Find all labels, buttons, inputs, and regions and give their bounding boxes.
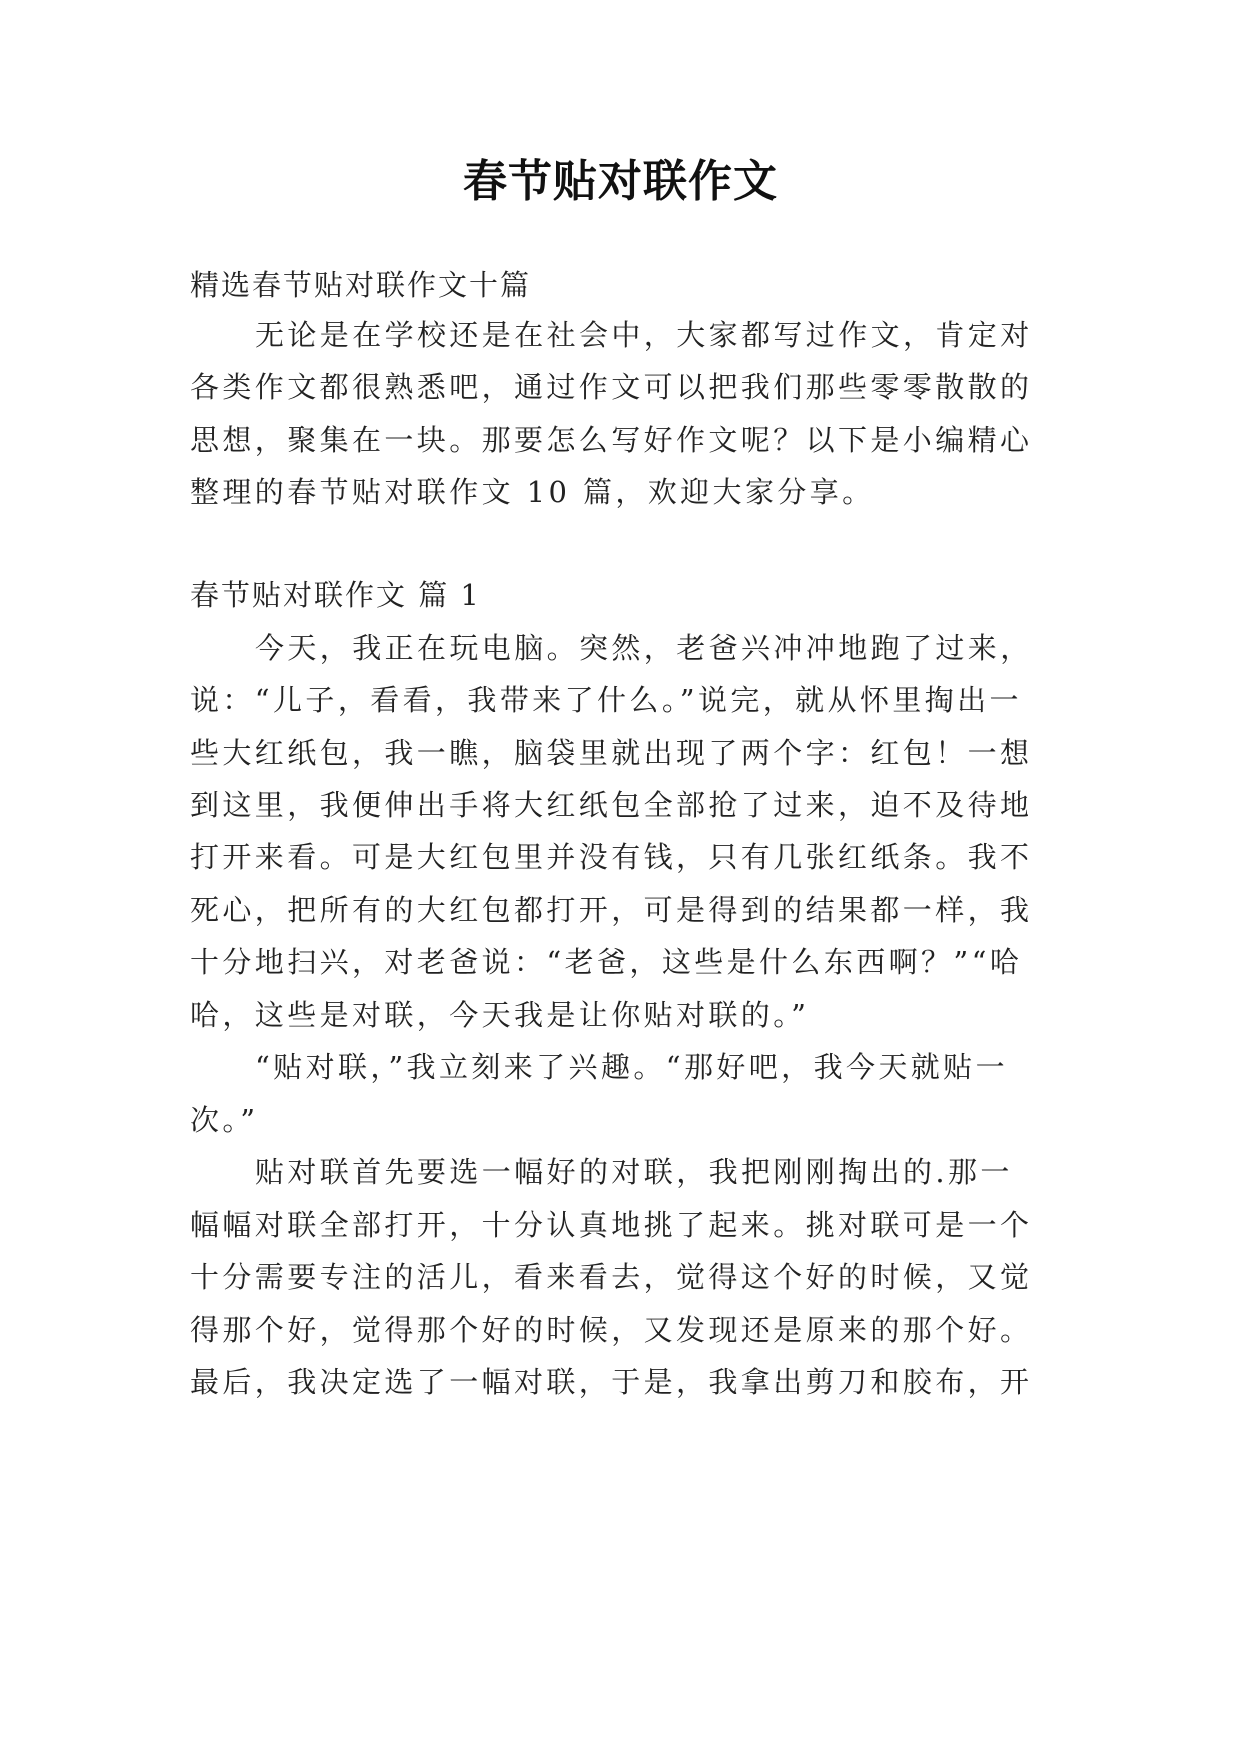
document-title: 春节贴对联作文 xyxy=(463,156,778,207)
paragraph-line: 哈，这些是对联，今天我是让你贴对联的。” xyxy=(190,998,810,1032)
paragraph-line: 到这里，我便伸出手将大红纸包全部抢了过来，迫不及待地 xyxy=(190,788,1033,822)
subtitle: 精选春节贴对联作文十篇 xyxy=(190,268,532,302)
paragraph-line: 十分需要专注的活儿，看来看去，觉得这个好的时候，又觉 xyxy=(190,1260,1033,1294)
paragraph-line: 今天，我正在玩电脑。突然，老爸兴冲冲地跑了过来， xyxy=(255,631,1033,665)
intro-line: 思想，聚集在一块。那要怎么写好作文呢？以下是小编精心 xyxy=(190,423,1033,457)
paragraph-line: 最后，我决定选了一幅对联，于是，我拿出剪刀和胶布，开 xyxy=(190,1365,1033,1399)
paragraph-line: 次。” xyxy=(190,1103,259,1137)
paragraph-line: 得那个好，觉得那个好的时候，又发现还是原来的那个好。 xyxy=(190,1313,1033,1347)
paragraph-line: 十分地扫兴，对老爸说：“老爸，这些是什么东西啊？”“哈 xyxy=(190,945,1023,979)
paragraph-line: 幅幅对联全部打开，十分认真地挑了起来。挑对联可是一个 xyxy=(190,1208,1033,1242)
paragraph-line: 些大红纸包，我一瞧，脑袋里就出现了两个字：红包！一想 xyxy=(190,736,1033,770)
intro-line: 整理的春节贴对联作文 10 篇，欢迎大家分享。 xyxy=(190,475,875,509)
intro-line: 各类作文都很熟悉吧，通过作文可以把我们那些零零散散的 xyxy=(190,370,1033,404)
section-heading: 春节贴对联作文 篇 1 xyxy=(190,578,481,612)
paragraph-line: “贴对联，”我立刻来了兴趣。“那好吧，我今天就贴一 xyxy=(255,1050,1008,1084)
paragraph-line: 死心，把所有的大红包都打开，可是得到的结果都一样，我 xyxy=(190,893,1033,927)
paragraph-line: 打开来看。可是大红包里并没有钱，只有几张红纸条。我不 xyxy=(190,840,1033,874)
intro-line: 无论是在学校还是在社会中，大家都写过作文，肯定对 xyxy=(255,318,1033,352)
paragraph-line: 贴对联首先要选一幅好的对联，我把刚刚掏出的.那一 xyxy=(255,1155,1013,1189)
paragraph-line: 说：“儿子，看看，我带来了什么。”说完，就从怀里掏出一 xyxy=(190,683,1022,717)
